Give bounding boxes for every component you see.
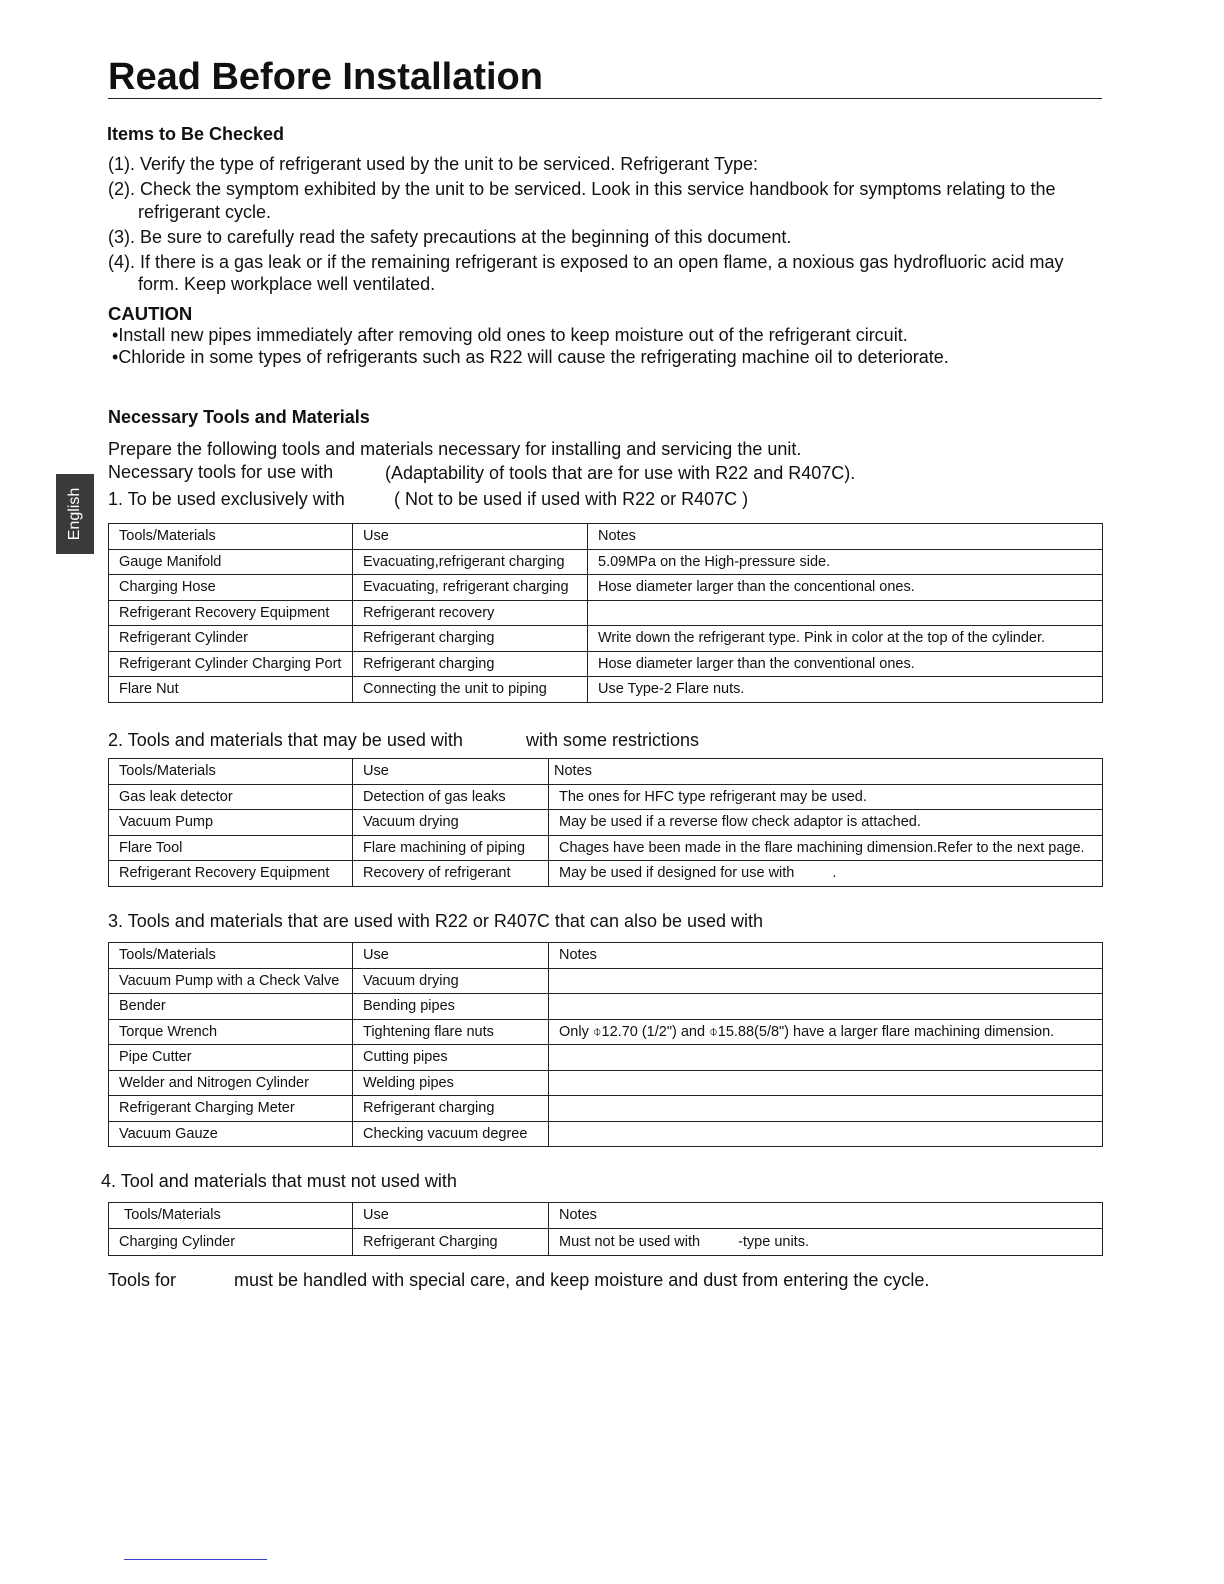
cell-tool: Torque Wrench — [109, 1019, 353, 1045]
cell-tool: Welder and Nitrogen Cylinder — [109, 1070, 353, 1096]
check-item-4-cont: form. Keep workplace well ventilated. — [138, 274, 436, 294]
table-row — [109, 651, 1103, 677]
table-restricted-tools — [108, 758, 1103, 887]
table-row — [109, 677, 1103, 703]
cell-tool: Pipe Cutter — [109, 1045, 353, 1071]
cell-tool: Flare Tool — [109, 835, 353, 861]
cell-notes-suffix: -type units. — [738, 1233, 809, 1250]
table-row — [109, 994, 1103, 1020]
table-row — [109, 600, 1103, 626]
section4-title: 4. Tool and materials that must not used with — [101, 1171, 457, 1191]
cell-use: Evacuating, refrigerant charging — [353, 575, 588, 601]
footer-rule — [124, 1559, 267, 1560]
table-header-row — [109, 759, 1103, 785]
caution-bullet-2-text: Chloride in some types of refrigerants such as R22 will cause the refrigerating machine oil to deteriorate. — [118, 347, 949, 367]
header-notes: Notes — [549, 943, 1103, 969]
cell-use: Bending pipes — [353, 994, 549, 1020]
cell-tool: Refrigerant Cylinder — [109, 626, 353, 652]
table-header-row — [109, 524, 1103, 550]
table-row — [109, 968, 1103, 994]
bullet-icon: • — [112, 347, 119, 367]
cell-notes-text: May be used if designed for use with — [559, 865, 795, 882]
cell-notes-text: Must not be used with — [559, 1233, 701, 1250]
cell-notes — [549, 1070, 1103, 1096]
cell-notes — [549, 861, 1103, 887]
header-tools: Tools/Materials — [109, 759, 353, 785]
table-row — [109, 835, 1103, 861]
items-checked-heading: Items to Be Checked — [107, 124, 285, 144]
caution-bullet-2 — [112, 346, 949, 368]
header-tools: Tools/Materials — [109, 1203, 353, 1229]
cell-use: Vacuum drying — [353, 810, 549, 836]
cell-notes — [588, 600, 1103, 626]
table-row — [109, 626, 1103, 652]
cell-notes-dot: . — [832, 865, 837, 882]
table-exclusive-tools — [108, 523, 1103, 703]
bullet-icon: • — [112, 325, 119, 345]
table-row — [109, 1121, 1103, 1147]
tools-line2b: (Adaptability of tools that are for use with R22 and R407C). — [385, 463, 856, 483]
header-tools: Tools/Materials — [109, 524, 353, 550]
header-use: Use — [353, 1203, 549, 1229]
cell-notes: Chages have been made in the flare machining dimension.Refer to the next page. — [549, 835, 1103, 861]
cell-use: Refrigerant charging — [353, 1096, 549, 1122]
section2-title: 2. Tools and materials that may be used with — [108, 730, 463, 750]
cell-use: Connecting the unit to piping — [353, 677, 588, 703]
table-row — [109, 784, 1103, 810]
caution-bullet-1 — [112, 324, 908, 346]
cell-use: Detection of gas leaks — [353, 784, 549, 810]
cell-notes — [549, 994, 1103, 1020]
table-row — [109, 1045, 1103, 1071]
table-compatible-tools — [108, 942, 1103, 1147]
cell-use: Evacuating,refrigerant charging — [353, 549, 588, 575]
header-use: Use — [353, 759, 549, 785]
cell-tool: Refrigerant Cylinder Charging Port — [109, 651, 353, 677]
footer-note-a: Tools for — [108, 1270, 177, 1290]
cell-tool: Gas leak detector — [109, 784, 353, 810]
header-notes: Notes — [588, 524, 1103, 550]
cell-use: Refrigerant Charging — [353, 1228, 549, 1255]
header-use: Use — [353, 943, 549, 969]
table-prohibited-tools — [108, 1202, 1103, 1256]
header-use: Use — [353, 524, 588, 550]
tools-heading: Necessary Tools and Materials — [108, 407, 370, 427]
header-tools: Tools/Materials — [109, 943, 353, 969]
check-item-4: (4). If there is a gas leak or if the remaining refrigerant is exposed to an open flame, a noxious gas hydrofluoric acid may — [108, 252, 1064, 272]
cell-notes: Write down the refrigerant type. Pink in color at the top of the cylinder. — [588, 626, 1103, 652]
section1-title: 1. To be used exclusively with — [108, 489, 345, 509]
cell-tool: Refrigerant Recovery Equipment — [109, 600, 353, 626]
cell-use: Vacuum drying — [353, 968, 549, 994]
table-row — [109, 1096, 1103, 1122]
footer-note-b: must be handled with special care, and keep moisture and dust from entering the cycle. — [234, 1270, 930, 1290]
table-header-row — [109, 943, 1103, 969]
section1-note: ( Not to be used if used with R22 or R407C ) — [394, 489, 749, 509]
cell-use: Welding pipes — [353, 1070, 549, 1096]
cell-tool: Charging Cylinder — [109, 1228, 353, 1255]
cell-tool: Gauge Manifold — [109, 549, 353, 575]
cell-tool: Bender — [109, 994, 353, 1020]
cell-use: Refrigerant charging — [353, 651, 588, 677]
table-row — [109, 810, 1103, 836]
header-notes: Notes — [549, 1203, 1103, 1229]
caution-heading: CAUTION — [108, 303, 193, 324]
cell-use: Cutting pipes — [353, 1045, 549, 1071]
cell-notes: Hose diameter larger than the conventional ones. — [588, 651, 1103, 677]
tools-line2a: Necessary tools for use with — [108, 462, 334, 482]
cell-tool: Vacuum Pump with a Check Valve — [109, 968, 353, 994]
table-row — [109, 1070, 1103, 1096]
cell-notes: May be used if a reverse flow check adaptor is attached. — [549, 810, 1103, 836]
check-item-2-cont: refrigerant cycle. — [138, 202, 272, 222]
cell-use: Refrigerant recovery — [353, 600, 588, 626]
table-row — [109, 1228, 1103, 1255]
page-title: Read Before Installation — [108, 56, 1102, 99]
cell-notes — [549, 1228, 1103, 1255]
cell-use: Checking vacuum degree — [353, 1121, 549, 1147]
table-row — [109, 575, 1103, 601]
language-tab — [56, 474, 94, 554]
table-row — [109, 861, 1103, 887]
cell-notes: Hose diameter larger than the concentional ones. — [588, 575, 1103, 601]
cell-notes: The ones for HFC type refrigerant may be used. — [549, 784, 1103, 810]
cell-notes: Only ⌽12.70 (1/2") and ⌽15.88(5/8") have a larger flare machining dimension. — [549, 1019, 1103, 1045]
tools-intro: Prepare the following tools and materials necessary for installing and servicing the unit. — [108, 439, 802, 459]
cell-use: Refrigerant charging — [353, 626, 588, 652]
cell-tool: Refrigerant Recovery Equipment — [109, 861, 353, 887]
cell-use: Recovery of refrigerant — [353, 861, 549, 887]
cell-use: Tightening flare nuts — [353, 1019, 549, 1045]
cell-notes: 5.09MPa on the High-pressure side. — [588, 549, 1103, 575]
cell-notes: Use Type-2 Flare nuts. — [588, 677, 1103, 703]
cell-tool: Flare Nut — [109, 677, 353, 703]
cell-tool: Refrigerant Charging Meter — [109, 1096, 353, 1122]
cell-tool: Vacuum Gauze — [109, 1121, 353, 1147]
language-tab-label: English — [66, 487, 83, 541]
cell-tool: Vacuum Pump — [109, 810, 353, 836]
header-notes: Notes — [549, 759, 1103, 785]
caution-bullet-1-text: Install new pipes immediately after removing old ones to keep moisture out of the refrigerant circuit. — [118, 325, 908, 345]
cell-notes — [549, 1121, 1103, 1147]
cell-use: Flare machining of piping — [353, 835, 549, 861]
cell-tool: Charging Hose — [109, 575, 353, 601]
section2-title-cont: with some restrictions — [526, 730, 700, 750]
cell-notes — [549, 1096, 1103, 1122]
table-header-row — [109, 1203, 1103, 1229]
cell-notes — [549, 968, 1103, 994]
cell-notes — [549, 1045, 1103, 1071]
table-row — [109, 549, 1103, 575]
section3-title: 3. Tools and materials that are used with R22 or R407C that can also be used with — [108, 911, 764, 931]
table-row — [109, 1019, 1103, 1045]
check-item-3: (3). Be sure to carefully read the safety precautions at the beginning of this document. — [108, 227, 792, 247]
check-item-1: (1). Verify the type of refrigerant used by the unit to be serviced. Refrigerant Type: — [108, 154, 759, 174]
check-item-2: (2). Check the symptom exhibited by the unit to be serviced. Look in this service handbook for symptoms relating to the — [108, 179, 1056, 199]
